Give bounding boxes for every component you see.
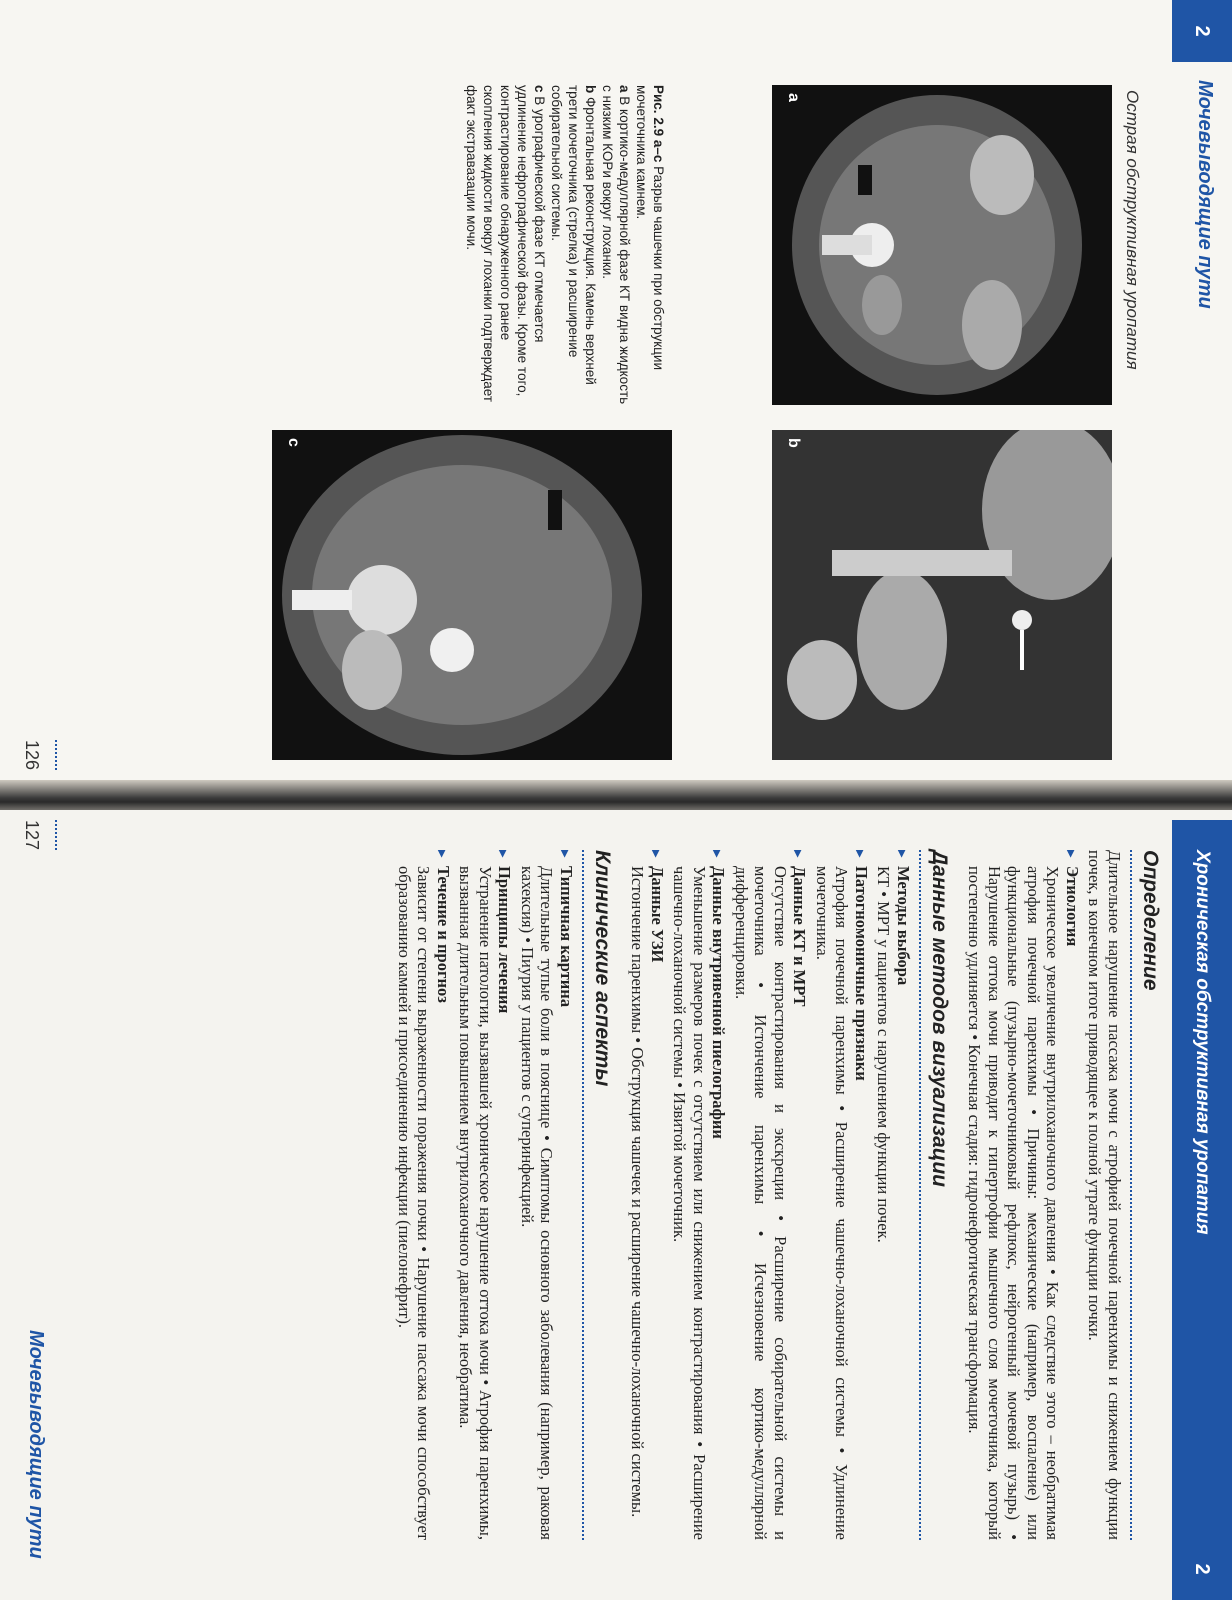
chapter-tab: 2 xyxy=(1172,0,1232,62)
ct-image-a xyxy=(772,85,1112,405)
section-title: Мочевыводящие пути xyxy=(1194,80,1216,309)
main-text-column xyxy=(381,850,1163,1540)
figure-caption xyxy=(463,85,667,405)
left-page xyxy=(0,0,1232,790)
list-item: ▶ Патогномоничные признаки Атрофия почечной паренхимы • Расширение чашечно-лоханочной системы • Удлинение мочеточника. xyxy=(813,850,872,1540)
definition-section xyxy=(965,850,1162,1540)
chapter-tab: 2 xyxy=(1172,1538,1232,1600)
imaging-section xyxy=(628,850,951,1540)
ct-scan-b-graphic xyxy=(772,430,1112,760)
list-item: ▶ Данные внутривенной пиелографии Уменьшение размеров почек с отсутствием или снижением контрастирования • Расширение чашечно-лоханочной системы • Извитой мочеточник. xyxy=(670,850,729,1540)
page-number: 127 xyxy=(22,820,42,851)
definition-heading: Определение xyxy=(1130,850,1162,1540)
ct-image-c xyxy=(272,430,672,760)
ct-scan-c-graphic xyxy=(272,430,672,760)
running-title-band: Хроническая обструктивная уропатия xyxy=(1172,820,1232,1550)
right-page xyxy=(0,810,1232,1600)
ct-scan-a-graphic xyxy=(772,85,1112,405)
running-title: Острая обструктивная уропатия xyxy=(1123,90,1142,370)
list-item: ▶ Методы выбора КТ • МРТ у пациентов с нарушением функции почек. xyxy=(874,850,913,1540)
caption-item: b Фронтальная реконструкция. Камень верхней трети мочеточника (стрелка) и расширение собирательной системы. xyxy=(549,85,598,385)
imaging-heading: Данные методов визуализации xyxy=(919,850,951,1540)
caption-item: c В урографической фазе КТ отмечается удлинение нефрографической фазы. Кроме того, контрастирование обнаруженного ранее скопления жидкости вокруг лоханки подтверждает факт экстравазации мочи. xyxy=(464,85,547,402)
caption-heading xyxy=(633,85,667,405)
section-title: Мочевыводящие пути xyxy=(25,1330,47,1559)
dots-decoration xyxy=(55,820,57,850)
dots-decoration xyxy=(55,740,57,770)
list-item: ▶ Данные УЗИ Истончение паренхимы • Обструкция чашечек и расширение чашечно-лоханочной системы. xyxy=(628,850,667,1540)
caption-title: Разрыв чашечки при обструкции мочеточника камнем. xyxy=(634,85,666,370)
ct-image-b xyxy=(772,430,1112,760)
clinical-section xyxy=(395,850,615,1540)
clinical-heading: Клинические аспекты xyxy=(582,850,614,1540)
list-item: ▶ Этиология Хроническое увеличение внутрилоханочного давления • Как следствие этого – необратимая атрофия почечной паренхимы • Причины: механические (например, воспаление) или функциональные (пузырно-мочеточниковый рефлюкс, нейрогенный мочевой пузырь) • Нарушение оттока мочи приводит к гипертрофии мышечного слоя мочеточника, который постепенно удлиняется • Конечная стадия: гидронефротическая трансформация. xyxy=(965,850,1082,1540)
list-item: ▶ Данные КТ и МРТ Отсутствие контрастирования и экскреции • Расширение собирательной системы и мочеточника • Истончение паренхимы • Исчезновение кортико-медуллярной дифференцировки. xyxy=(732,850,810,1540)
figure-label-b: b xyxy=(785,438,802,448)
page-number: 126 xyxy=(22,740,42,771)
figure-label-c: c xyxy=(285,438,302,447)
caption-item: a В кортико-медуллярной фазе КТ видна жидкость с низким КОРи вокруг лоханки. xyxy=(600,85,632,405)
list-item: ▶ Типичная картина Длительные тупые боли в пояснице • Симптомы основного заболевания (например, раковая кахексия) • Пиурия у пациентов с суперинфекцией. xyxy=(518,850,577,1540)
list-item: ▶ Принципы лечения Устранение патологии, вызвавшей хроническое нарушение оттока мочи • Атрофия паренхимы, вызванная длительным повышением внутрилоханочного давления, необратима. xyxy=(456,850,515,1540)
list-item: ▶ Течение и прогноз Зависит от степени выраженности поражения почки • Нарушение пассажа мочи способствует образованию камней и присоединению инфекции (пиелонефрит). xyxy=(395,850,454,1540)
definition-text: Длительное нарушение пассажа мочи с атрофией почечной паренхимы и снижением функции почек, в конечном итоге приводящее к полной утрате функции почки. xyxy=(1085,850,1124,1540)
caption-label: Рис. 2.9 a–c xyxy=(651,85,666,163)
figure-label-a: a xyxy=(785,93,802,102)
